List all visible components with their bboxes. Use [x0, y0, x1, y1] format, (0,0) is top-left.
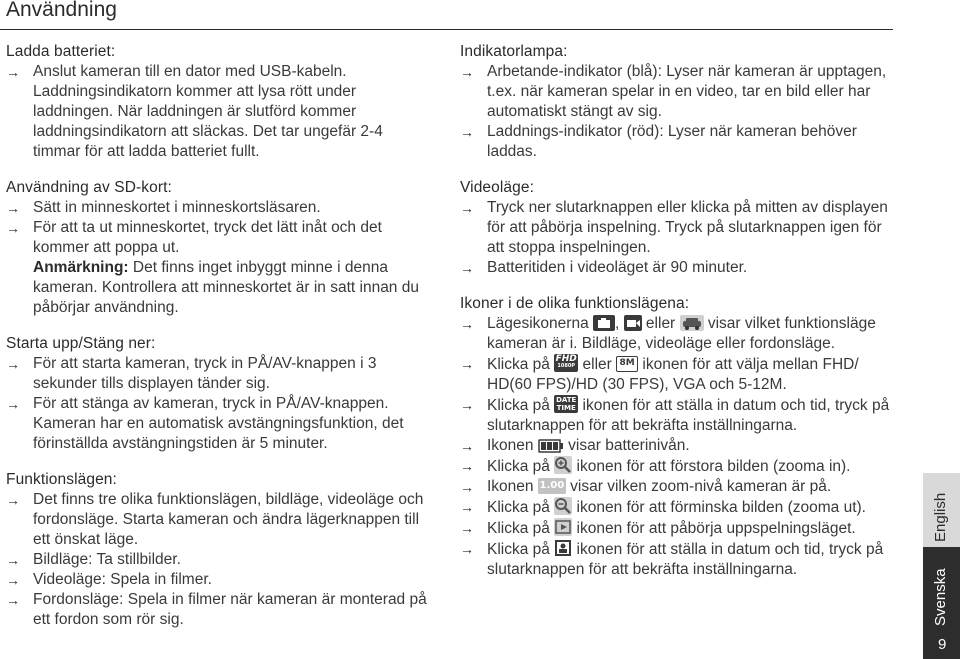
list-item: → Det finns tre olika funktionslägen, bildläge, videoläge och fordonsläge. Starta kameran och ändra lägerknappen till ett önskat läge.	[6, 491, 424, 548]
arrow-icon: →	[460, 438, 474, 454]
video-camera-icon	[624, 315, 642, 331]
icons-section	[460, 294, 890, 580]
right-column	[460, 42, 890, 596]
arrow-icon: →	[460, 356, 474, 372]
title-divider	[0, 29, 893, 30]
arrow-icon: →	[460, 458, 474, 474]
list-item: → Lägesikonerna , eller visar vilket funktionsläge kameran är i. Bildläge, videoläge eller fordonsläge.	[460, 315, 876, 352]
arrow-icon: →	[6, 64, 20, 80]
arrow-icon: →	[6, 572, 20, 588]
charging-heading: Ladda batteriet:	[6, 43, 116, 60]
list-item: → Sätt in minneskortet i minneskortsläsaren.	[6, 199, 321, 216]
arrow-icon: →	[6, 220, 20, 236]
sdcard-heading: Användning av SD-kort:	[6, 179, 172, 196]
video-section	[460, 178, 890, 278]
note-label: Anmärkning:	[33, 259, 129, 276]
charging-section	[6, 42, 430, 162]
arrow-icon: →	[460, 541, 474, 557]
list-item: → Arbetande-indikator (blå): Lyser när kameran är upptagen, t.ex. när kameran spelar in en video, tar en bild eller har automatiskt stängt av sig.	[460, 63, 887, 120]
magnifier-plus-icon	[554, 456, 572, 474]
indicator-heading: Indikatorlampa:	[460, 43, 568, 60]
list-item: → För att stänga av kameran, tryck in PÅ/AV-knappen.	[6, 395, 389, 412]
sdcard-note	[6, 258, 430, 318]
arrow-icon: →	[6, 200, 20, 216]
list-item: → Anslut kameran till en dator med USB-kabeln. Laddningsindikatorn kommer att lysa rött under laddningen. När laddningen är slutförd kommer laddningsindikatorn att släckas. Det tar ungefär 2-4 timmar för att ladda batteriet fullt.	[6, 63, 383, 160]
arrow-icon: →	[460, 316, 474, 332]
arrow-icon: →	[460, 260, 474, 276]
arrow-icon: →	[460, 499, 474, 515]
power-section	[6, 334, 430, 454]
arrow-icon: →	[460, 479, 474, 495]
list-item: → Fordonsläge: Spela in filmer när kameran är monterad på ett fordon som rör sig.	[6, 591, 427, 628]
arrow-icon: →	[6, 492, 20, 508]
image-frame-icon	[554, 539, 572, 557]
power-heading: Starta upp/Stäng ner:	[6, 335, 156, 352]
photo-resolution-icon: 8M	[616, 356, 638, 372]
list-item: → För att starta kameran, tryck in PÅ/AV-knappen i 3 sekunder tills displayen tänder sig.	[6, 355, 377, 392]
modes-section	[6, 470, 430, 630]
magnifier-minus-icon	[554, 497, 572, 515]
list-item: → Bildläge: Ta stillbilder.	[6, 551, 181, 568]
camera-photo-icon	[593, 315, 615, 331]
modes-heading: Funktionslägen:	[6, 471, 117, 488]
icons-heading: Ikoner i de olika funktionslägena:	[460, 295, 690, 312]
list-item: → Videoläge: Spela in filmer.	[6, 571, 212, 588]
page-title: Användning	[6, 0, 117, 21]
list-item: → För att ta ut minneskortet, tryck det lätt inåt och det kommer att poppa ut.	[6, 219, 382, 256]
list-item: → Laddnings-indikator (röd): Lyser när kameran behöver laddas.	[460, 123, 857, 160]
arrow-icon: →	[460, 200, 474, 216]
video-heading: Videoläge:	[460, 179, 534, 196]
arrow-icon: →	[6, 552, 20, 568]
left-column	[6, 42, 430, 646]
list-item: → Ikonen visar batterinivån.	[460, 437, 690, 454]
list-item: → Klicka på DATE TIME ikonen för att ställa in datum och tid, tryck på slutarknappen för att bekräfta inställningarna.	[460, 396, 890, 434]
page-number: 9	[938, 636, 947, 653]
arrow-icon: →	[6, 592, 20, 608]
list-item: → Klicka på ikonen för att ställa in datum och tid, tryck på slutarknappen för att bekräfta inställningarna.	[460, 541, 884, 578]
list-item: → Tryck ner slutarknappen eller klicka på mitten av displayen för att påbörja inspelning. Tryck på slutarknappen igen för att stoppa inspelningen.	[460, 199, 888, 256]
indicator-section	[460, 42, 890, 162]
list-item: → Klicka på ikonen för att förminska bilden (zooma ut).	[460, 499, 866, 516]
list-item: → Klicka på FHD 1080P eller 8M ikonen för att välja mellan FHD/ HD(60 FPS)/HD (30 FPS), VGA och 5-12M.	[460, 354, 859, 393]
list-item: → Klicka på ikonen för att förstora bilden (zooma in).	[460, 458, 851, 475]
play-icon	[554, 518, 572, 536]
tab-svenska-label[interactable]: Svenska	[932, 568, 949, 626]
tab-english-label: English	[932, 492, 949, 542]
battery-full-icon	[538, 439, 564, 453]
list-item: → Ikonen 1.00 visar vilken zoom-nivå kameran är på.	[460, 478, 832, 495]
zoom-level-icon: 1.00	[538, 478, 566, 494]
arrow-icon: →	[460, 397, 474, 413]
arrow-icon: →	[460, 124, 474, 140]
power-paragraph: Kameran har en automatisk avstängningsfunktion, det förinställda avstängningstiden är 5 minuter.	[33, 415, 404, 452]
arrow-icon: →	[460, 520, 474, 536]
note-text: Det finns inget inbyggt minne i denna kameran. Kontrollera att minneskortet är in satt innan du påbörjar användning.	[33, 259, 419, 316]
arrow-icon: →	[6, 356, 20, 372]
sdcard-section	[6, 178, 430, 318]
car-icon	[680, 315, 704, 331]
arrow-icon: →	[460, 64, 474, 80]
list-item: → Batteritiden i videoläget är 90 minuter.	[460, 259, 748, 276]
date-time-icon: DATE TIME	[556, 396, 577, 412]
list-item: → Klicka på ikonen för att påbörja uppspelningsläget.	[460, 520, 856, 537]
fhd-resolution-icon: FHD 1080P	[554, 354, 578, 372]
arrow-icon: →	[6, 396, 20, 412]
